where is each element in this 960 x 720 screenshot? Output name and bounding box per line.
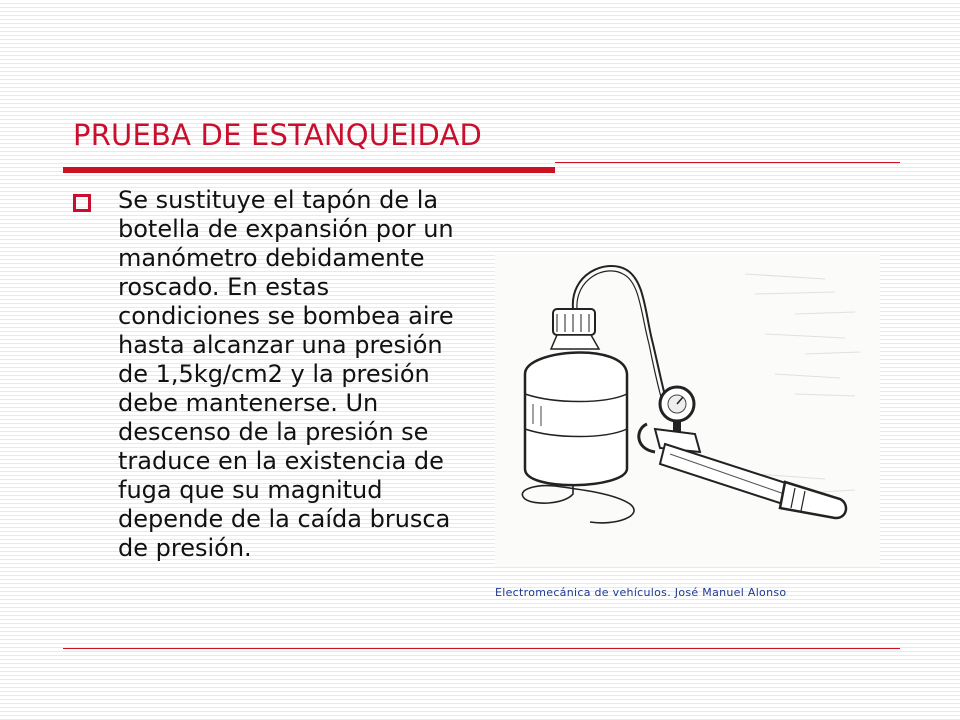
slide-title: PRUEBA DE ESTANQUEIDAD: [73, 118, 483, 152]
expansion-tank-pump-drawing: [495, 254, 880, 567]
title-underline-thin: [555, 162, 900, 163]
pressure-test-illustration: [495, 254, 880, 567]
image-caption: Electromecánica de vehículos. José Manuel Alonso: [495, 586, 787, 599]
footer-rule: [63, 648, 900, 649]
bullet-square-icon: [73, 194, 91, 212]
title-underline-thick: [63, 167, 555, 173]
bullet-paragraph: Se sustituye el tapón de la botella de expansión por un manómetro debidamente roscado. En estas condiciones se bombea aire hasta alcanzar una presión de 1,5kg/cm2 y la presión debe mantenerse. Un descenso de la presión se traduce en la existencia de fuga que su magnitud depende de la caída brusca de presión.: [118, 186, 454, 562]
